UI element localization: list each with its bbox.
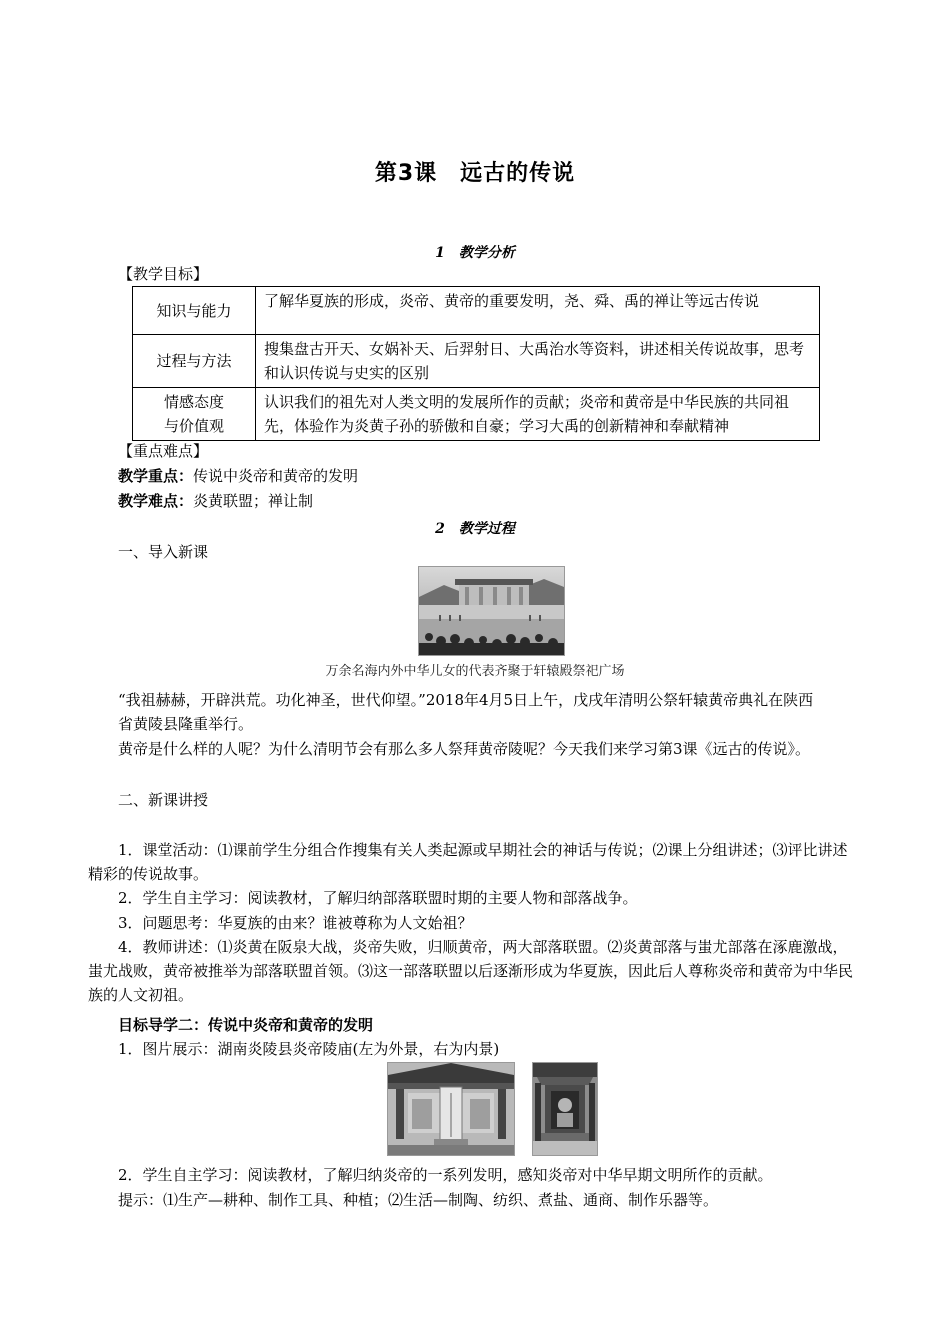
intro-para1-text: “我祖赫赫，开辟洪荒。功化神圣，世代仰望。”2018年4月5日上午，戊戌年清明公祭轩辕黄帝典礼在陕西省黄陵县隆重举行。 [118, 691, 814, 733]
goal-label: 过程与方法 [133, 335, 256, 388]
key-header: 【重点难点】 [118, 442, 209, 460]
table-row [133, 287, 820, 335]
goal-text: 搜集盘古开天、女娲补天、后羿射日、大禹治水等资料，讲述相关传说故事，思考和认识传说与史实的区别 [256, 335, 820, 388]
focus-text: 传说中炎帝和黄帝的发明 [193, 467, 359, 485]
intro-paragraph-1 [118, 688, 828, 736]
ceremony-photo [418, 566, 565, 656]
goal2-hint: 提示：⑴生产—耕种、制作工具、种植；⑵生活—制陶、纺织、煮盐、通商、制作乐器等。 [118, 1191, 719, 1209]
goal-text: 了解华夏族的形成，炎帝、黄帝的重要发明，尧、舜、禹的禅让等远古传说 [256, 287, 820, 335]
goal-label: 知识与能力 [133, 287, 256, 335]
goal-label-line1: 情感态度 [163, 393, 224, 411]
focus-line [118, 464, 358, 488]
temple-exterior-photo [387, 1062, 515, 1156]
lesson-heading: 二、新课讲授 [118, 791, 209, 809]
goal2-item-2: 2．学生自主学习：阅读教材，了解归纳炎帝的一系列发明，感知炎帝对中华早期文明所作的贡献。 [118, 1166, 773, 1184]
page-title: 第3课 远古的传说 [374, 161, 576, 186]
lesson-item-1: 1．课堂活动：⑴课前学生分组合作搜集有关人类起源或早期社会的神话与传说；⑵课上分组讲述；⑶评比讲述精彩的传说故事。 [88, 841, 848, 883]
goal2-item-1: 1．图片展示：湖南炎陵县炎帝陵庙(左为外景，右为内景) [118, 1040, 500, 1058]
goal2-heading: 目标导学二：传说中炎帝和黄帝的发明 [118, 1016, 374, 1034]
goal-label [133, 388, 256, 441]
focus-label: 教学重点： [118, 467, 194, 485]
difficulty-text: 炎黄联盟；禅让制 [193, 492, 314, 510]
temple-interior-photo [532, 1062, 598, 1156]
lesson-item-3: 3．问题思考：华夏族的由来？谁被尊称为人文始祖？ [118, 914, 473, 932]
goal-label-line2: 与价值观 [163, 417, 224, 435]
section-analysis-heading: 1 教学分析 [435, 245, 515, 261]
lesson-item-4: 4．教师讲述：⑴炎黄在阪泉大战，炎帝失败，归顺黄帝，两大部落联盟。⑵炎黄部落与蚩尤部落在涿鹿激战，蚩尤战败，黄帝被推举为部落联盟首领。⑶这一部落联盟以后逐渐形成为华夏族，因此后人尊称炎帝和黄帝为中华民族的人文初祖。 [88, 938, 854, 1004]
lesson-item-2: 2．学生自主学习：阅读教材，了解归纳部落联盟时期的主要人物和部落战争。 [118, 889, 638, 907]
intro-para2-text: 黄帝是什么样的人呢？为什么清明节会有那么多人祭拜黄帝陵呢？今天我们来学习第3课《远古的传说》。 [118, 740, 811, 758]
difficulty-line [118, 489, 313, 513]
goal-text: 认识我们的祖先对人类文明的发展所作的贡献；炎帝和黄帝是中华民族的共同祖先，体验作为炎黄子孙的骄傲和自豪；学习大禹的创新精神和奉献精神 [256, 388, 820, 441]
difficulty-label: 教学难点： [118, 492, 194, 510]
table-row [133, 388, 820, 441]
goals-table [132, 286, 820, 441]
intro-paragraph-2 [118, 737, 828, 761]
goals-header: 【教学目标】 [118, 265, 209, 283]
section-process-heading: 2 教学过程 [435, 521, 515, 537]
intro-heading: 一、导入新课 [118, 543, 209, 561]
photo-caption: 万余名海内外中华儿女的代表齐聚于轩辕殿祭祀广场 [325, 664, 625, 679]
table-row [133, 335, 820, 388]
